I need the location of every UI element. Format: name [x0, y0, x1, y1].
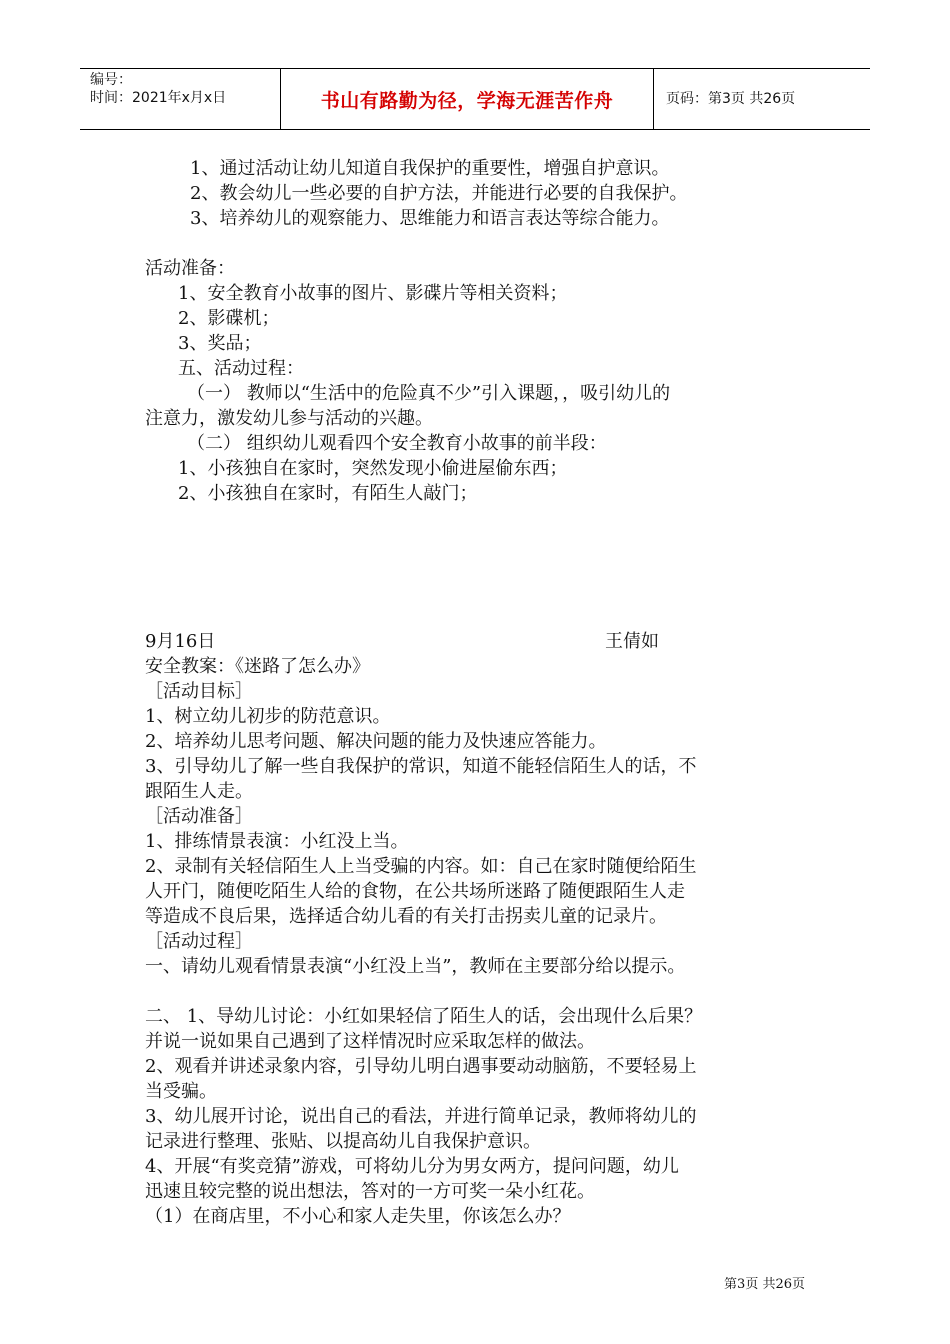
process-line: 记录进行整理、张贴、以提高幼儿自我保护意识。: [145, 1131, 541, 1152]
number-label: 编号：: [90, 72, 132, 88]
header-left-cell: [80, 69, 280, 129]
goal-line: 跟陌生人走。: [145, 781, 253, 802]
prep-line: 1、排练情景表演：小红没上当。: [145, 831, 409, 852]
process-line: 一、请幼儿观看情景表演“小红没上当”，教师在主要部分给以提示。: [145, 956, 686, 977]
prep-line: 2、录制有关轻信陌生人上当受骗的内容。如：自己在家时随便给陌生: [145, 856, 697, 877]
process-line: 2、观看并讲述录象内容，引导幼儿明白遇事要动动脑筋，不要轻易上: [145, 1056, 697, 1077]
page-footer: 第3页 共26页: [724, 1277, 805, 1292]
process-heading-2: ［活动过程］: [145, 931, 253, 952]
process-heading: 五、活动过程：: [178, 358, 304, 379]
prep-line: 等造成不良后果，选择适合幼儿看的有关打击拐卖儿童的记录片。: [145, 906, 667, 927]
objective-line: 3、培养幼儿的观察能力、思维能力和语言表达等综合能力。: [190, 208, 670, 229]
goal-line: 2、培养幼儿思考问题、解决问题的能力及快速应答能力。: [145, 731, 607, 752]
header-motto-cell: [280, 69, 654, 129]
page-header: [80, 68, 870, 130]
process-step-line: （一） 教师以“生活中的危险真不少”引入课题，，吸引幼儿的: [187, 383, 671, 404]
story-item: 1、小孩独自在家时，突然发现小偷进屋偷东西；: [178, 458, 568, 479]
prep-line: 人开门，随便吃陌生人给的食物，在公共场所迷路了随便跟陌生人走: [145, 881, 685, 902]
objective-line: 1、通过活动让幼儿知道自我保护的重要性，增强自护意识。: [190, 158, 670, 179]
preparation-item: 2、影碟机；: [178, 308, 280, 329]
prep-heading: ［活动准备］: [145, 806, 253, 827]
preparation-heading: 活动准备：: [145, 258, 235, 279]
process-line: （1）在商店里，不小心和家人走失里，你该怎么办？: [145, 1206, 571, 1227]
objective-line: 2、教会幼儿一些必要的自护方法，并能进行必要的自我保护。: [190, 183, 688, 204]
header-page-cell: [654, 69, 870, 129]
process-line: 并说一说如果自己遇到了这样情况时应采取怎样的做法。: [145, 1031, 595, 1052]
time-label: 时间：2021年x月x日: [90, 90, 227, 106]
process-step-line: 注意力，激发幼儿参与活动的兴趣。: [145, 408, 433, 429]
goal-line: 1、树立幼儿初步的防范意识。: [145, 706, 391, 727]
goals-heading: ［活动目标］: [145, 681, 253, 702]
goal-line: 3、引导幼儿了解一些自我保护的常识，知道不能轻信陌生人的话，不: [145, 756, 697, 777]
lesson-date: 9月16日: [145, 631, 216, 652]
lesson-title: 安全教案：《迷路了怎么办》: [145, 656, 370, 677]
process-line: 当受骗。: [145, 1081, 217, 1102]
header-page-info: 页码：第3页 共26页: [666, 90, 796, 107]
process-line: 迅速且较完整的说出想法，答对的一方可奖一朵小红花。: [145, 1181, 595, 1202]
preparation-item: 3、奖品；: [178, 333, 262, 354]
preparation-item: 1、安全教育小故事的图片、影碟片等相关资料；: [178, 283, 568, 304]
process-line: 二、 1、导幼儿讨论：小红如果轻信了陌生人的话，会出现什么后果？: [145, 1006, 703, 1027]
process-step-line: （二） 组织幼儿观看四个安全教育小故事的前半段：: [187, 433, 607, 454]
motto-text: 书山有路勤为径，学海无涯苦作舟: [320, 89, 614, 112]
story-item: 2、小孩独自在家时，有陌生人敲门；: [178, 483, 478, 504]
process-line: 4、开展“有奖竞猜”游戏，可将幼儿分为男女两方，提问问题，幼儿: [145, 1156, 679, 1177]
lesson-author: 王倩如: [605, 631, 659, 652]
process-line: 3、幼儿展开讨论，说出自己的看法，并进行简单记录，教师将幼儿的: [145, 1106, 697, 1127]
